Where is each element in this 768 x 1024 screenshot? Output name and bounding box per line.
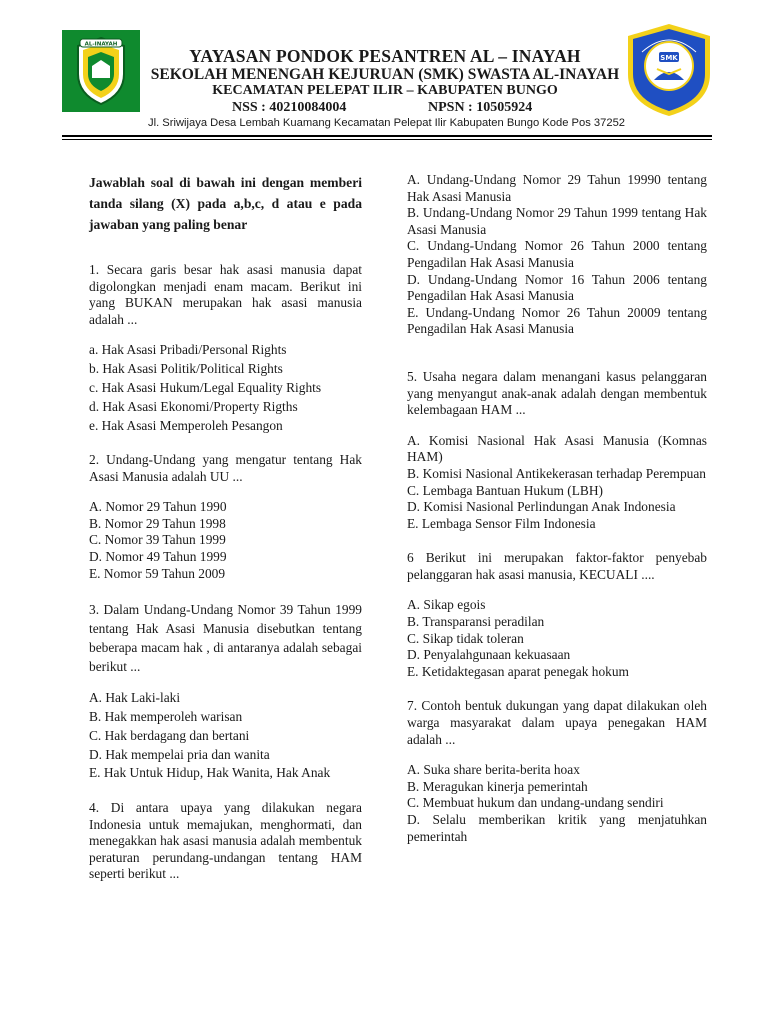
option-3a: A. Hak Laki-laki [89, 690, 181, 706]
question-7-text: 7. Contoh bentuk dukungan yang dapat dilakukan oleh warga masyarakat dalam upaya penegakan HAM adalah ... [407, 698, 707, 747]
question-1-text: 1. Secara garis besar hak asasi manusia dapat digolongkan menjadi enam macam. Berikut ini yang BUKAN merupakan hak asasi manusia adalah ... [89, 262, 362, 327]
option-6b: B. Transparansi peradilan [407, 614, 545, 630]
option-6c: C. Sikap tidak toleran [407, 630, 524, 646]
question-6-text: 6 Berikut ini merupakan faktor-faktor penyebab pelanggaran hak asasi manusia, KECUALI .... [407, 550, 707, 582]
option-4e: E. Undang-Undang Nomor 26 Tahun 20009 tentang Pengadilan Hak Asasi Manusia [407, 304, 707, 337]
option-6a: A. Sikap egois [407, 597, 486, 613]
pesantren-logo [62, 30, 140, 112]
option-2b: B. Nomor 29 Tahun 1998 [89, 515, 226, 531]
question-3-text: 3. Dalam Undang-Undang Nomor 39 Tahun 1999 tentang Hak Asasi Manusia disebutkan tentang beberapa macam hak , di antaranya adalah sebagai berikut ... [89, 602, 362, 675]
question-7-options [407, 762, 707, 845]
npsn-number: NPSN : 10505924 [428, 100, 533, 115]
option-3d: D. Hak mempelai pria dan wanita [89, 746, 270, 762]
option-4b: B. Undang-Undang Nomor 29 Tahun 1999 tentang Hak Asasi Manusia [407, 205, 707, 237]
question-4-text: 4. Di antara upaya yang dilakukan negara Indonesia untuk memajukan, menghormati, dan menegakkan hak asasi manusia adalah membentuk peraturan perundang-undangan tentang HAM seperti berikut ... [89, 799, 362, 882]
option-4c: C. Undang-Undang Nomor 26 Tahun 2000 tentang Pengadilan Hak Asasi Manusia [407, 238, 707, 270]
question-2-options [89, 499, 362, 582]
option-3e: E. Hak Untuk Hidup, Hak Wanita, Hak Anak [89, 765, 331, 781]
district-name: KECAMATAN PELEPAT ILIR – KABUPATEN BUNGO [212, 83, 558, 98]
option-3c: C. Hak berdagang dan bertani [89, 727, 250, 743]
question-1-options [89, 342, 362, 434]
option-5d: D. Komisi Nasional Perlindungan Anak Indonesia [407, 499, 676, 515]
option-4a: A. Undang-Undang Nomor 29 Tahun 19990 tentang Hak Asasi Manusia [407, 172, 707, 204]
question-2-text: 2. Undang-Undang yang mengatur tentang Hak Asasi Manusia adalah UU ... [89, 452, 362, 484]
option-1b: b. Hak Asasi Politik/Political Rights [89, 361, 283, 377]
question-3-options [89, 690, 362, 782]
pesantren-logo-text: AL-INAYAH [84, 41, 118, 48]
option-1e: e. Hak Asasi Memperoleh Pesangon [89, 417, 283, 433]
nss-number: NSS : 40210084004 [232, 100, 347, 115]
school-name: SEKOLAH MENENGAH KEJURUAN (SMK) SWASTA AL-INAYAH [150, 66, 620, 83]
school-ids [232, 100, 533, 116]
option-7d: D. Selalu memberikan kritik yang menjatuhkan pemerintah [407, 812, 707, 844]
question-4-options [407, 172, 707, 338]
header-divider [62, 135, 712, 137]
smk-logo-text: SMK [660, 54, 678, 62]
option-3b: B. Hak memperoleh warisan [89, 709, 243, 725]
option-5c: C. Lembaga Bantuan Hukum (LBH) [407, 482, 603, 498]
foundation-name: YAYASAN PONDOK PESANTREN AL – INAYAH [189, 46, 581, 66]
instruction-text: Jawablah soal di bawah ini dengan memberi tanda silang (X) pada a,b,c, d atau e pada jawaban yang paling benar [89, 175, 362, 232]
option-2a: A. Nomor 29 Tahun 1990 [89, 499, 227, 515]
header-divider-thin [62, 139, 712, 140]
question-5-options [407, 433, 707, 533]
option-5e: E. Lembaga Sensor Film Indonesia [407, 515, 596, 531]
option-4d: D. Undang-Undang Nomor 16 Tahun 2006 tentang Pengadilan Hak Asasi Manusia [407, 271, 707, 304]
option-1c: c. Hak Asasi Hukum/Legal Equality Rights [89, 379, 322, 395]
option-5b: B. Komisi Nasional Antikekerasan terhadap Perempuan [407, 465, 706, 481]
right-column [407, 172, 707, 863]
option-1a: a. Hak Asasi Pribadi/Personal Rights [89, 342, 287, 358]
option-7a: A. Suka share berita-berita hoax [407, 762, 580, 778]
option-2c: C. Nomor 39 Tahun 1999 [89, 532, 226, 548]
question-6-options [407, 597, 707, 680]
option-7b: B. Meragukan kinerja pemerintah [407, 778, 588, 794]
option-7c: C. Membuat hukum dan undang-undang sendiri [407, 795, 664, 811]
question-5-text: 5. Usaha negara dalam menangani kasus pelanggaran yang menyangut anak-anak adalah dengan membentuk kelembagaan HAM ... [407, 368, 707, 418]
school-address: Jl. Sriwijaya Desa Lembah Kuamang Kecamatan Pelepat Ilir Kabupaten Bungo Kode Pos 37252 [148, 117, 626, 129]
option-5a: A. Komisi Nasional Hak Asasi Manusia (Komnas HAM) [407, 432, 707, 465]
option-6d: D. Penyalahgunaan kekuasaan [407, 647, 571, 663]
option-1d: d. Hak Asasi Ekonomi/Property Rigths [89, 398, 298, 414]
left-column [89, 172, 362, 897]
option-2d: D. Nomor 49 Tahun 1999 [89, 549, 227, 565]
smk-logo [624, 22, 714, 118]
option-6e: E. Ketidaktegasan aparat penegak hokum [407, 663, 629, 679]
option-2e: E. Nomor 59 Tahun 2009 [89, 565, 226, 581]
